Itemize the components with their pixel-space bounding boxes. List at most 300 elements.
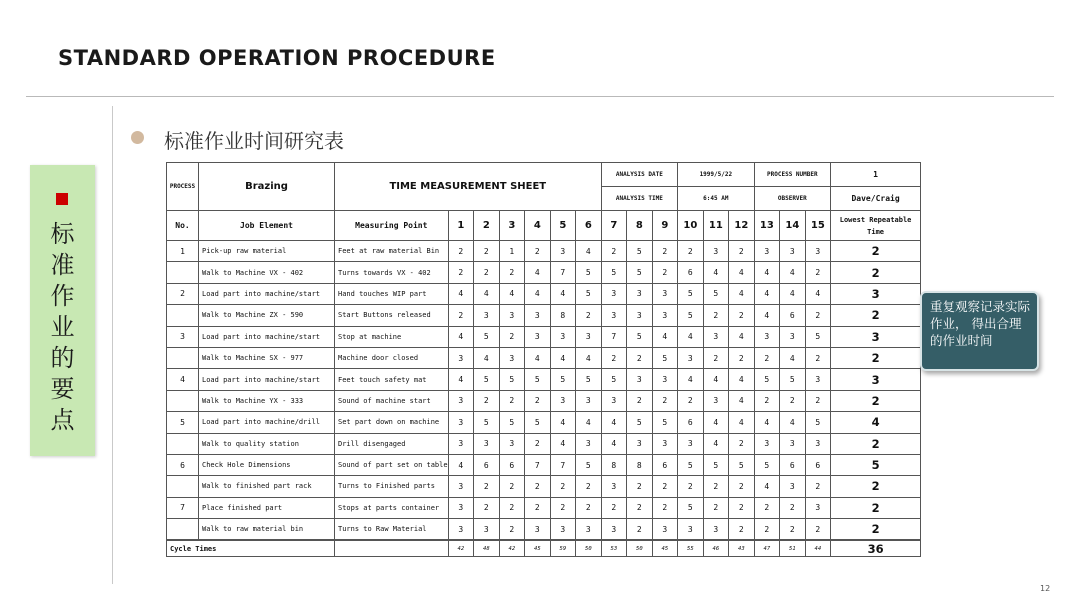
time-value: 3: [601, 305, 627, 326]
col-job-element: Job Element: [199, 211, 335, 241]
time-value: 3: [499, 347, 525, 368]
table-row: [167, 305, 921, 326]
measuring-point: Feet at raw material Bin: [335, 241, 449, 262]
time-value: 2: [703, 347, 729, 368]
time-value: 3: [550, 519, 576, 540]
time-value: 4: [678, 326, 704, 347]
time-measurement-sheet: [166, 162, 921, 557]
time-value: 4: [525, 347, 551, 368]
time-value: 2: [652, 262, 678, 283]
row-number: [167, 519, 199, 540]
time-value: 6: [780, 454, 806, 475]
time-value: 4: [703, 412, 729, 433]
time-value: 8: [627, 454, 653, 475]
lowest-repeatable-time: 2: [831, 519, 921, 540]
analysis-date-value: 1999/5/22: [678, 163, 755, 187]
time-value: 5: [678, 454, 704, 475]
time-value: 3: [576, 326, 602, 347]
time-value: 3: [703, 326, 729, 347]
measuring-point: Feet touch safety mat: [335, 369, 449, 390]
row-number: 3: [167, 326, 199, 347]
time-value: 5: [576, 369, 602, 390]
lowest-repeatable-time: 5: [831, 454, 921, 475]
cycle-total: 50: [576, 540, 602, 557]
time-value: 2: [525, 390, 551, 411]
callout-note: 重复观察记录实际作业， 得出合理的作业时间: [920, 291, 1039, 371]
time-value: 4: [576, 347, 602, 368]
process-label: PROCESS: [167, 163, 199, 211]
table-row: [167, 262, 921, 283]
time-value: 3: [448, 412, 474, 433]
lowest-repeatable-time: 2: [831, 390, 921, 411]
time-value: 3: [703, 390, 729, 411]
measuring-point: Drill disengaged: [335, 433, 449, 454]
cycle-total: 51: [780, 540, 806, 557]
job-element: Walk to quality station: [199, 433, 335, 454]
time-value: 2: [576, 305, 602, 326]
measuring-point: Hand touches WIP part: [335, 283, 449, 304]
time-value: 3: [448, 347, 474, 368]
time-value: 5: [652, 412, 678, 433]
sheet-title: TIME MEASUREMENT SHEET: [335, 163, 602, 211]
job-element: Place finished part: [199, 497, 335, 518]
cycle-total: 42: [448, 540, 474, 557]
cycle-times-spacer: [335, 540, 449, 557]
time-value: 5: [525, 369, 551, 390]
time-value: 3: [780, 433, 806, 454]
time-value: 2: [627, 476, 653, 497]
vertical-divider: [112, 106, 113, 584]
measuring-point: Machine door closed: [335, 347, 449, 368]
col-number: 4: [525, 211, 551, 241]
col-number: 5: [550, 211, 576, 241]
time-value: 2: [627, 347, 653, 368]
time-value: 5: [703, 283, 729, 304]
time-value: 2: [525, 476, 551, 497]
time-value: 2: [805, 519, 831, 540]
row-number: 2: [167, 283, 199, 304]
time-value: 2: [499, 476, 525, 497]
time-value: 2: [703, 476, 729, 497]
time-value: 3: [601, 390, 627, 411]
time-value: 2: [474, 497, 500, 518]
measuring-point: Stops at parts container: [335, 497, 449, 518]
time-value: 5: [499, 412, 525, 433]
table-row: [167, 497, 921, 518]
lowest-repeatable-time: 3: [831, 326, 921, 347]
time-value: 2: [754, 497, 780, 518]
observer-label: OBSERVER: [754, 187, 831, 211]
time-value: 4: [550, 347, 576, 368]
time-value: 4: [550, 412, 576, 433]
analysis-time-value: 6:45 AM: [678, 187, 755, 211]
time-value: 5: [703, 454, 729, 475]
time-value: 4: [754, 412, 780, 433]
time-value: 3: [525, 326, 551, 347]
time-value: 2: [499, 262, 525, 283]
time-value: 2: [754, 347, 780, 368]
time-value: 2: [601, 497, 627, 518]
measuring-point: Set part down on machine: [335, 412, 449, 433]
time-value: 3: [448, 519, 474, 540]
time-value: 3: [754, 241, 780, 262]
time-value: 4: [754, 476, 780, 497]
time-value: 4: [448, 369, 474, 390]
time-value: 4: [754, 262, 780, 283]
time-value: 7: [601, 326, 627, 347]
cycle-total: 48: [474, 540, 500, 557]
time-value: 2: [576, 476, 602, 497]
job-element: Walk to Machine SX - 977: [199, 347, 335, 368]
time-value: 3: [550, 241, 576, 262]
lowest-repeatable-time: 4: [831, 412, 921, 433]
lowest-repeatable-time: 2: [831, 305, 921, 326]
process-name: Brazing: [199, 163, 335, 211]
time-value: 2: [805, 476, 831, 497]
time-value: 4: [703, 262, 729, 283]
cycle-total: 59: [550, 540, 576, 557]
time-value: 2: [780, 390, 806, 411]
time-value: 3: [652, 305, 678, 326]
time-value: 3: [448, 476, 474, 497]
side-label-text: [30, 219, 95, 436]
time-value: 5: [678, 497, 704, 518]
col-number: 8: [627, 211, 653, 241]
table-row: [167, 433, 921, 454]
time-value: 2: [729, 347, 755, 368]
measuring-point: Sound of machine start: [335, 390, 449, 411]
time-value: 3: [474, 433, 500, 454]
time-value: 5: [576, 454, 602, 475]
time-value: 2: [499, 390, 525, 411]
time-value: 6: [652, 454, 678, 475]
row-number: [167, 476, 199, 497]
time-value: 4: [780, 262, 806, 283]
cycle-total: 50: [627, 540, 653, 557]
cycle-total: 55: [678, 540, 704, 557]
time-value: 5: [754, 454, 780, 475]
time-value: 3: [601, 519, 627, 540]
row-number: [167, 433, 199, 454]
time-value: 6: [780, 305, 806, 326]
time-value: 2: [474, 476, 500, 497]
time-value: 2: [729, 519, 755, 540]
time-value: 6: [499, 454, 525, 475]
side-label-char: 业: [50, 313, 75, 341]
time-value: 2: [780, 519, 806, 540]
time-value: 4: [678, 369, 704, 390]
table-row: [167, 283, 921, 304]
sheet-rows: [167, 241, 921, 540]
time-value: 4: [499, 283, 525, 304]
row-number: 7: [167, 497, 199, 518]
time-value: 4: [576, 412, 602, 433]
time-value: 3: [678, 433, 704, 454]
time-value: 3: [627, 369, 653, 390]
time-value: 4: [754, 305, 780, 326]
measuring-point: Turns to Raw Material: [335, 519, 449, 540]
process-number-label: PROCESS NUMBER: [754, 163, 831, 187]
side-label-char: 作: [50, 282, 75, 310]
side-label-char: 标: [50, 220, 75, 248]
col-number: 9: [652, 211, 678, 241]
time-value: 4: [474, 283, 500, 304]
time-value: 3: [780, 326, 806, 347]
col-number: 15: [805, 211, 831, 241]
col-number: 7: [601, 211, 627, 241]
table-row: [167, 476, 921, 497]
title-divider: [26, 96, 1054, 97]
time-value: 4: [703, 433, 729, 454]
time-value: 5: [729, 454, 755, 475]
time-value: 3: [474, 305, 500, 326]
time-value: 2: [601, 241, 627, 262]
lowest-repeatable-time: 2: [831, 433, 921, 454]
time-value: 7: [525, 454, 551, 475]
row-number: 5: [167, 412, 199, 433]
side-label-char: 的: [50, 344, 75, 372]
time-value: 4: [729, 369, 755, 390]
time-value: 3: [576, 519, 602, 540]
time-value: 3: [627, 283, 653, 304]
cycle-lowest-total: 36: [831, 540, 921, 557]
time-value: 6: [805, 454, 831, 475]
time-value: 4: [525, 262, 551, 283]
measuring-point: Stop at machine: [335, 326, 449, 347]
table-row: [167, 369, 921, 390]
job-element: Walk to Machine YX - 333: [199, 390, 335, 411]
table-row: [167, 326, 921, 347]
time-value: 1: [499, 241, 525, 262]
time-value: 4: [601, 433, 627, 454]
measuring-point: Turns towards VX - 402: [335, 262, 449, 283]
time-value: 3: [627, 433, 653, 454]
time-value: 5: [499, 369, 525, 390]
time-value: 3: [780, 241, 806, 262]
cycle-total: 44: [805, 540, 831, 557]
lowest-repeatable-time: 3: [831, 283, 921, 304]
time-value: 3: [780, 476, 806, 497]
lowest-repeatable-time: 2: [831, 262, 921, 283]
row-number: [167, 390, 199, 411]
time-value: 6: [678, 412, 704, 433]
time-value: 4: [448, 454, 474, 475]
time-value: 5: [652, 347, 678, 368]
time-value: 8: [601, 454, 627, 475]
time-value: 3: [627, 305, 653, 326]
job-element: Walk to finished part rack: [199, 476, 335, 497]
row-number: 1: [167, 241, 199, 262]
time-value: 3: [550, 390, 576, 411]
time-value: 2: [703, 497, 729, 518]
time-value: 4: [474, 347, 500, 368]
time-value: 5: [805, 326, 831, 347]
time-value: 2: [627, 519, 653, 540]
measuring-point: Turns to Finished parts: [335, 476, 449, 497]
time-value: 3: [678, 519, 704, 540]
job-element: Check Hole Dimensions: [199, 454, 335, 475]
time-value: 5: [627, 262, 653, 283]
time-value: 2: [703, 305, 729, 326]
measuring-point: Start Buttons released: [335, 305, 449, 326]
time-value: 5: [576, 283, 602, 304]
time-value: 2: [474, 262, 500, 283]
time-value: 4: [780, 347, 806, 368]
col-number: 1: [448, 211, 474, 241]
time-value: 6: [678, 262, 704, 283]
time-value: 7: [550, 454, 576, 475]
time-value: 3: [448, 390, 474, 411]
time-value: 3: [703, 519, 729, 540]
time-value: 4: [729, 390, 755, 411]
time-value: 3: [805, 369, 831, 390]
time-value: 3: [652, 369, 678, 390]
lowest-repeatable-time: 3: [831, 369, 921, 390]
lowest-repeatable-time: 2: [831, 241, 921, 262]
time-value: 8: [550, 305, 576, 326]
job-element: Walk to Machine VX - 402: [199, 262, 335, 283]
cycle-times-label: Cycle Times: [167, 540, 335, 557]
row-number: [167, 262, 199, 283]
page-title: STANDARD OPERATION PROCEDURE: [58, 46, 496, 70]
cycle-total: 45: [525, 540, 551, 557]
time-value: 2: [550, 497, 576, 518]
time-value: 2: [525, 433, 551, 454]
time-value: 4: [448, 326, 474, 347]
time-value: 3: [499, 305, 525, 326]
time-value: 3: [525, 305, 551, 326]
time-value: 4: [780, 283, 806, 304]
side-label-char: 准: [50, 251, 75, 279]
time-value: 3: [652, 433, 678, 454]
table-row: [167, 241, 921, 262]
time-value: 2: [652, 390, 678, 411]
col-no: No.: [167, 211, 199, 241]
time-value: 2: [525, 241, 551, 262]
time-value: 2: [729, 241, 755, 262]
row-number: 4: [167, 369, 199, 390]
time-value: 2: [474, 390, 500, 411]
col-number: 12: [729, 211, 755, 241]
time-value: 4: [780, 412, 806, 433]
time-value: 4: [550, 433, 576, 454]
col-number: 13: [754, 211, 780, 241]
time-value: 2: [576, 497, 602, 518]
time-value: 4: [729, 283, 755, 304]
cycle-total: 42: [499, 540, 525, 557]
analysis-date-label: ANALYSIS DATE: [601, 163, 678, 187]
side-label-panel: [30, 165, 95, 456]
col-number: 14: [780, 211, 806, 241]
time-value: 2: [729, 305, 755, 326]
time-value: 3: [525, 519, 551, 540]
time-value: 2: [729, 433, 755, 454]
time-value: 4: [576, 241, 602, 262]
row-number: [167, 305, 199, 326]
time-value: 2: [754, 519, 780, 540]
time-value: 2: [448, 305, 474, 326]
time-value: 3: [805, 433, 831, 454]
time-value: 5: [805, 412, 831, 433]
col-number: 2: [474, 211, 500, 241]
time-value: 4: [448, 283, 474, 304]
time-value: 5: [627, 241, 653, 262]
time-value: 4: [805, 283, 831, 304]
job-element: Load part into machine/start: [199, 326, 335, 347]
time-value: 5: [601, 369, 627, 390]
time-value: 2: [678, 390, 704, 411]
cycle-total: 46: [703, 540, 729, 557]
process-number-value: 1: [831, 163, 921, 187]
cycle-total: 53: [601, 540, 627, 557]
analysis-time-label: ANALYSIS TIME: [601, 187, 678, 211]
time-value: 2: [601, 347, 627, 368]
time-value: 5: [627, 326, 653, 347]
time-value: 4: [550, 283, 576, 304]
table-row: [167, 390, 921, 411]
time-value: 2: [474, 241, 500, 262]
time-value: 3: [448, 433, 474, 454]
time-value: 2: [652, 476, 678, 497]
lowest-repeatable-time: 2: [831, 476, 921, 497]
time-value: 2: [678, 241, 704, 262]
time-value: 5: [678, 305, 704, 326]
bullet-icon: [131, 131, 144, 144]
measuring-point: Sound of part set on table: [335, 454, 449, 475]
time-value: 2: [550, 476, 576, 497]
row-number: 6: [167, 454, 199, 475]
time-value: 5: [627, 412, 653, 433]
side-label-char: 点: [50, 406, 75, 434]
time-value: 4: [754, 283, 780, 304]
table-row: [167, 519, 921, 540]
time-value: 3: [576, 433, 602, 454]
table-row: [167, 347, 921, 368]
time-value: 2: [805, 347, 831, 368]
cycle-total: 45: [652, 540, 678, 557]
time-value: 3: [805, 241, 831, 262]
job-element: Load part into machine/start: [199, 369, 335, 390]
time-value: 2: [499, 519, 525, 540]
time-value: 2: [627, 390, 653, 411]
time-value: 5: [474, 369, 500, 390]
time-value: 4: [729, 326, 755, 347]
page-number: 12: [1040, 584, 1051, 593]
time-value: 3: [448, 497, 474, 518]
time-value: 2: [499, 326, 525, 347]
col-number: 3: [499, 211, 525, 241]
job-element: Load part into machine/drill: [199, 412, 335, 433]
time-value: 2: [729, 497, 755, 518]
time-value: 2: [805, 305, 831, 326]
time-value: 3: [754, 433, 780, 454]
time-value: 4: [601, 412, 627, 433]
time-value: 2: [678, 476, 704, 497]
time-value: 5: [678, 283, 704, 304]
time-value: 5: [525, 412, 551, 433]
time-value: 5: [474, 412, 500, 433]
time-value: 5: [601, 262, 627, 283]
time-value: 3: [601, 283, 627, 304]
time-value: 4: [729, 412, 755, 433]
time-value: 5: [474, 326, 500, 347]
time-value: 2: [499, 497, 525, 518]
red-square-icon: [56, 193, 68, 205]
time-value: 4: [652, 326, 678, 347]
job-element: Walk to raw material bin: [199, 519, 335, 540]
lowest-repeatable-time: 2: [831, 497, 921, 518]
table-row: [167, 412, 921, 433]
